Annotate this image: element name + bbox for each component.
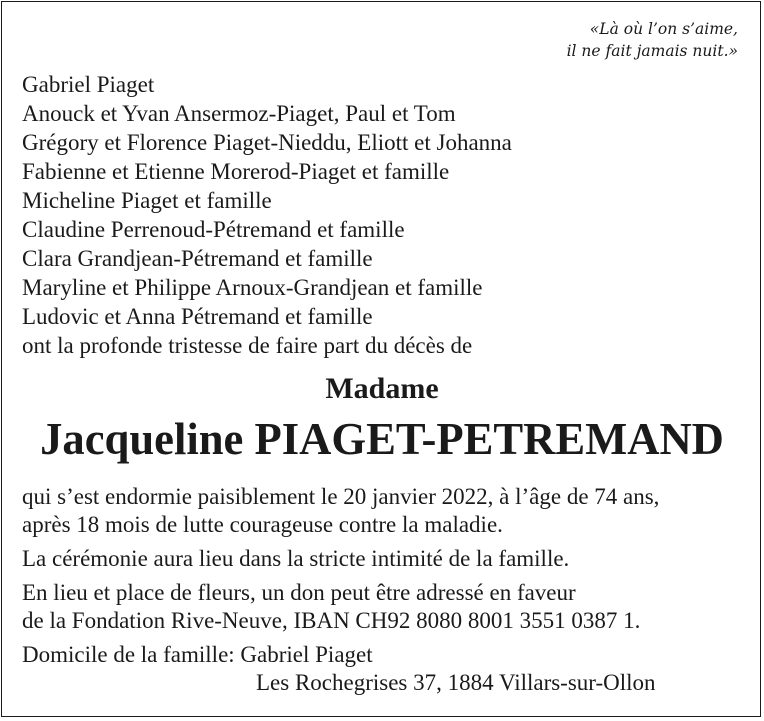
announcement-text: ont la profonde tristesse de faire part du décès de (22, 333, 473, 358)
donation-line-1: En lieu et place de fleurs, un don peut être adressé en faveur (22, 580, 576, 605)
quote-line-1: «Là où l’on s’aime, (589, 20, 738, 38)
details-line-2: après 18 mois de lutte courageuse contre la maladie. (22, 512, 503, 537)
ceremony-text: La cérémonie aura lieu dans la stricte intimité de la famille. (22, 546, 570, 571)
quote-line-2: il ne fait jamais nuit.» (566, 42, 738, 60)
family-member: Fabienne et Etienne Morerod-Piaget et famille (22, 159, 450, 184)
family-member: Anouck et Yvan Ansermoz-Piaget, Paul et Tom (22, 101, 456, 126)
family-member: Clara Grandjean-Pétremand et famille (22, 246, 373, 271)
family-member: Maryline et Philippe Arnoux-Grandjean et famille (22, 275, 483, 300)
honorific-title: Madame (325, 372, 439, 405)
family-member: Micheline Piaget et famille (22, 188, 272, 213)
family-member: Ludovic et Anna Pétremand et famille (22, 304, 373, 329)
domicile-line-1: Domicile de la famille: Gabriel Piaget (22, 642, 373, 667)
donation-line-2: de la Fondation Rive-Neuve, IBAN CH92 8080 8001 3551 0387 1. (22, 608, 641, 633)
family-member: Gabriel Piaget (22, 72, 155, 97)
details-line-1: qui s’est endormie paisiblement le 20 janvier 2022, à l’âge de 74 ans, (22, 484, 660, 509)
deceased-name: Jacqueline PIAGET-PETREMAND (40, 413, 724, 464)
family-member: Claudine Perrenoud-Pétremand et famille (22, 217, 405, 242)
family-member: Grégory et Florence Piaget-Nieddu, Eliott et Johanna (22, 130, 512, 155)
domicile-line-2: Les Rochegrises 37, 1884 Villars-sur-Ollon (256, 670, 656, 695)
